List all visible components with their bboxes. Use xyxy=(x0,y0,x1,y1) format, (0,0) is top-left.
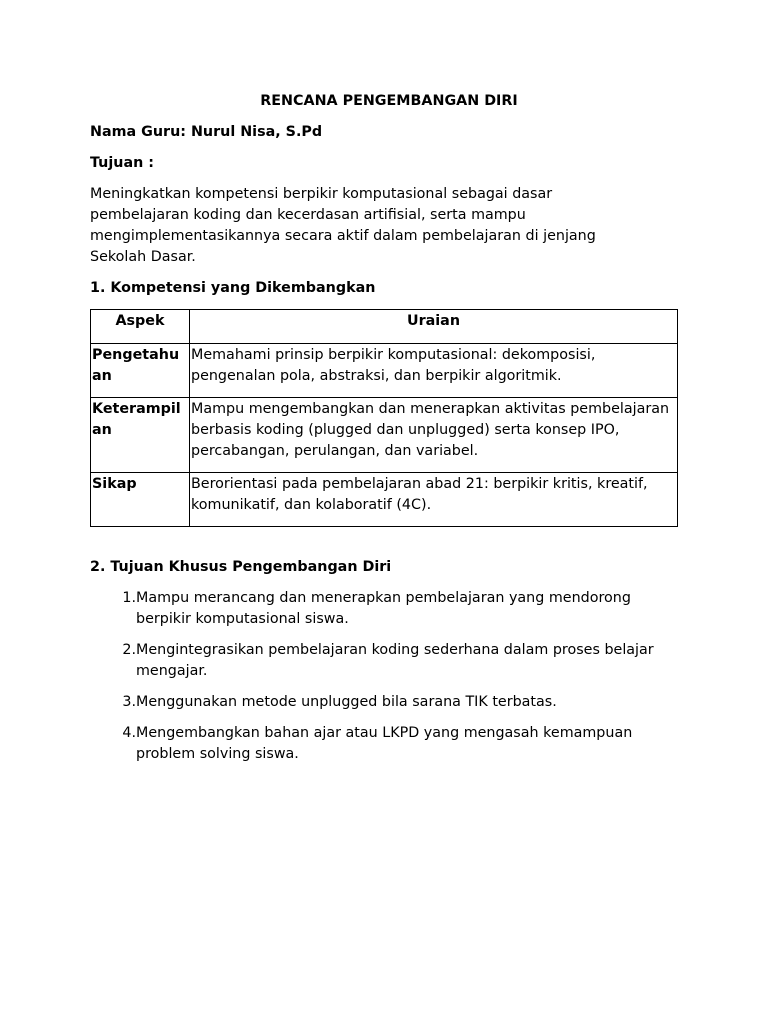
list-item xyxy=(90,640,680,682)
list-item-number: 3. xyxy=(122,694,136,710)
list-item-text: Mampu merancang dan menerapkan pembelajaran yang mendorong berpikir komputasional siswa. xyxy=(136,590,631,627)
goal-label: Tujuan : xyxy=(90,155,154,171)
column-header-aspek: Aspek xyxy=(91,310,190,344)
competency-table xyxy=(90,309,678,527)
list-item-text: Menggunakan metode unplugged bila sarana TIK terbatas. xyxy=(136,694,557,710)
teacher-name: Nama Guru: Nurul Nisa, S.Pd xyxy=(90,124,323,140)
list-item-text: Mengembangkan bahan ajar atau LKPD yang mengasah kemampuan problem solving siswa. xyxy=(136,725,633,762)
table-cell-uraian: Memahami prinsip berpikir komputasional: dekomposisi, pengenalan pola, abstraksi, dan berpikir algoritmik. xyxy=(190,344,678,398)
table-cell-uraian: Mampu mengembangkan dan menerapkan aktivitas pembelajaran berbasis koding (plugged dan unplugged) serta konsep IPO, percabangan, perulangan, dan variabel. xyxy=(190,398,678,473)
list-item xyxy=(90,692,680,713)
goal-paragraph: Meningkatkan kompetensi berpikir komputasional sebagai dasar pembelajaran koding dan kecerdasan artifisial, serta mampu mengimplementasikannya secara aktif dalam pembelajaran di jenjang Sekolah Dasar. xyxy=(90,186,596,265)
list-item-number: 4. xyxy=(122,725,136,741)
section-1-heading: 1. Kompetensi yang Dikembangkan xyxy=(90,280,376,296)
table-row xyxy=(91,473,678,527)
list-item-number: 2. xyxy=(122,642,136,658)
list-item-number: 1. xyxy=(122,590,136,606)
table-cell-aspek: Pengetahuan xyxy=(91,344,190,398)
list-item xyxy=(90,723,680,765)
list-item xyxy=(90,588,680,630)
goals-list xyxy=(90,588,680,765)
document-title: RENCANA PENGEMBANGAN DIRI xyxy=(260,93,518,109)
table-header-row xyxy=(91,310,678,344)
table-cell-aspek: Sikap xyxy=(91,473,190,527)
table-cell-uraian: Berorientasi pada pembelajaran abad 21: berpikir kritis, kreatif, komunikatif, dan kolaboratif (4C). xyxy=(190,473,678,527)
section-2-heading: 2. Tujuan Khusus Pengembangan Diri xyxy=(90,559,392,575)
table-cell-aspek: Keterampilan xyxy=(91,398,190,473)
table-row xyxy=(91,344,678,398)
list-item-text: Mengintegrasikan pembelajaran koding sederhana dalam proses belajar mengajar. xyxy=(136,642,654,679)
document-page xyxy=(90,91,680,775)
table-row xyxy=(91,398,678,473)
column-header-uraian: Uraian xyxy=(190,310,678,344)
